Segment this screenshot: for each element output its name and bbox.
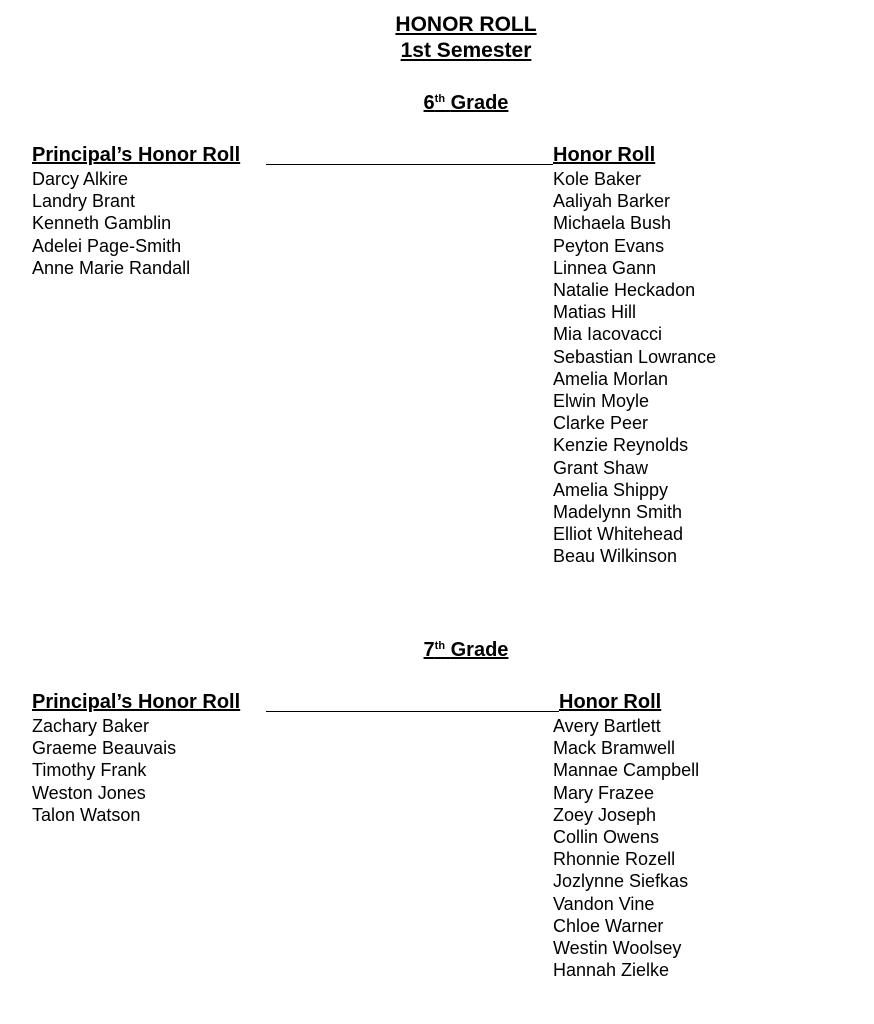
- list-item: Amelia Shippy: [553, 479, 669, 500]
- grade-6-principal-list: [32, 168, 190, 279]
- list-item: Timothy Frank: [32, 760, 147, 781]
- list-item: Mannae Campbell: [553, 760, 700, 781]
- document-subtitle: 1st Semester: [400, 39, 532, 62]
- list-item: Hannah Zielke: [553, 960, 670, 981]
- list-item: Vandon Vine: [553, 893, 655, 914]
- list-item: Amelia Morlan: [553, 368, 669, 389]
- grade-6-honor-heading: Honor Roll: [553, 144, 656, 166]
- list-item: Landry Brant: [32, 191, 136, 212]
- list-item: Elliot Whitehead: [553, 524, 684, 545]
- list-item: Natalie Heckadon: [553, 280, 696, 301]
- list-item: Michaela Bush: [553, 213, 672, 234]
- grade-6-number: 6: [423, 92, 435, 114]
- grade-7-suffix: th: [434, 640, 446, 652]
- list-item: Peyton Evans: [553, 235, 665, 256]
- grade-6-principal-heading: Principal’s Honor Roll: [32, 144, 241, 166]
- list-item: Westin Woolsey: [553, 938, 682, 959]
- list-item: Chloe Warner: [553, 915, 664, 936]
- list-item: Matias Hill: [553, 302, 637, 323]
- grade-6-word: Grade: [450, 92, 509, 114]
- list-item: Mia Iacovacci: [553, 324, 663, 345]
- list-item: Graeme Beauvais: [32, 738, 177, 759]
- list-item: Jozlynne Siefkas: [553, 871, 689, 892]
- grade-6-suffix: th: [434, 93, 446, 105]
- document-title: HONOR ROLL: [395, 13, 537, 36]
- list-item: Kenneth Gamblin: [32, 213, 172, 234]
- grade-7-honor-heading: Honor Roll: [559, 691, 662, 713]
- list-item: Kole Baker: [553, 169, 642, 189]
- list-item: Darcy Alkire: [32, 169, 129, 189]
- list-item: Collin Owens: [553, 827, 660, 848]
- list-item: Kenzie Reynolds: [553, 435, 689, 456]
- list-item: Beau Wilkinson: [553, 546, 678, 567]
- list-item: Mary Frazee: [553, 782, 655, 803]
- grade-6-heading-rule: [266, 164, 553, 165]
- list-item: Sebastian Lowrance: [553, 346, 717, 367]
- list-item: Aaliyah Barker: [553, 191, 671, 212]
- list-item: Grant Shaw: [553, 457, 649, 478]
- grade-7-number: 7: [423, 639, 435, 661]
- grade-7-word: Grade: [450, 639, 509, 661]
- list-item: Clarke Peer: [553, 413, 649, 434]
- list-item: Rhonnie Rozell: [553, 849, 676, 870]
- grade-6-heading: [0, 90, 874, 116]
- list-item: Zachary Baker: [32, 716, 150, 736]
- grade-7-heading: [0, 637, 874, 663]
- list-item: Madelynn Smith: [553, 502, 683, 523]
- list-item: Linnea Gann: [553, 257, 657, 278]
- list-item: Anne Marie Randall: [32, 257, 191, 278]
- grade-7-honor-list: [553, 715, 699, 981]
- list-item: Elwin Moyle: [553, 391, 650, 412]
- grade-6-honor-list: [553, 168, 716, 568]
- list-item: Adelei Page-Smith: [32, 235, 182, 256]
- list-item: Weston Jones: [32, 782, 146, 803]
- grade-7-principal-heading: Principal’s Honor Roll: [32, 691, 241, 713]
- grade-7-principal-list: [32, 715, 176, 826]
- list-item: Talon Watson: [32, 804, 141, 825]
- grade-7-heading-rule: [266, 711, 559, 712]
- list-item: Mack Bramwell: [553, 738, 676, 759]
- list-item: Avery Bartlett: [553, 716, 661, 736]
- list-item: Zoey Joseph: [553, 804, 657, 825]
